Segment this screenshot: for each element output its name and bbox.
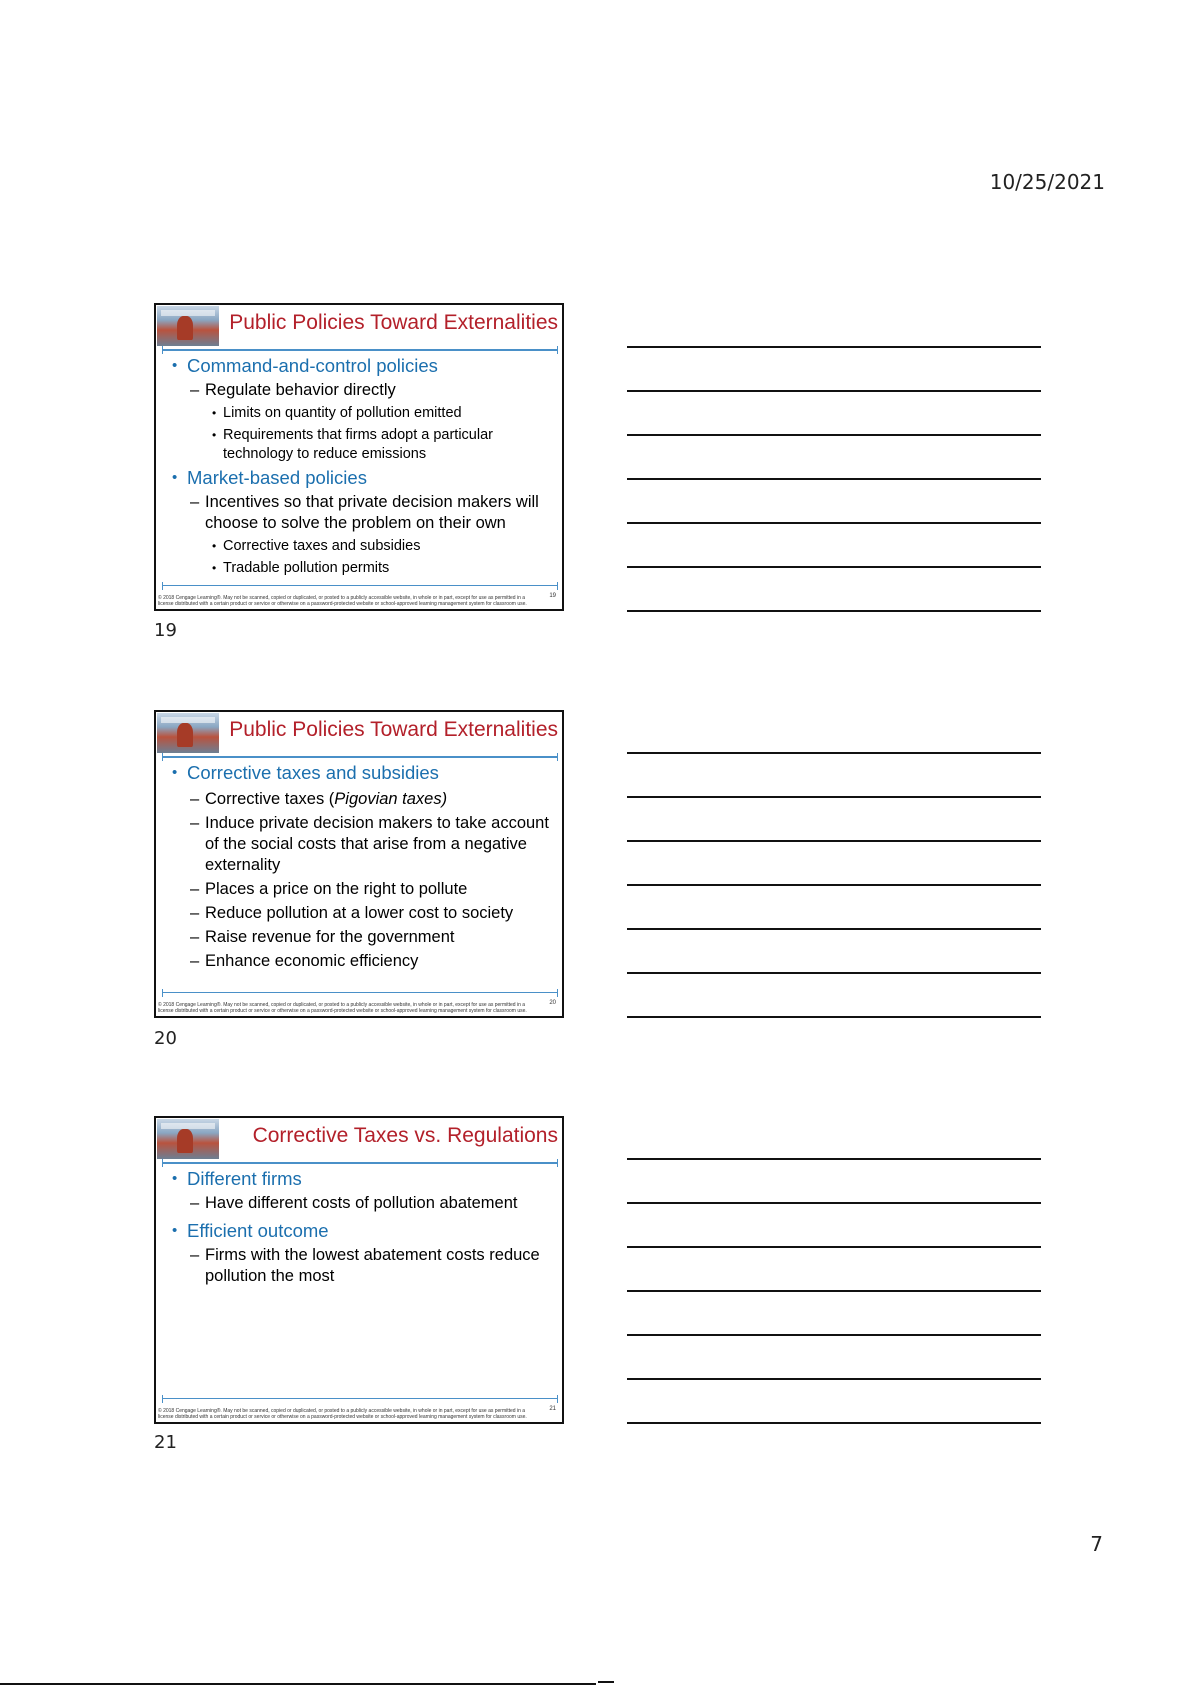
bullet-level-2: – Incentives so that private decision makers will choose to solve the problem on their own xyxy=(156,492,562,534)
footer-divider xyxy=(162,992,558,993)
bullet-level-2: – Places a price on the right to pollute xyxy=(156,879,562,900)
note-line xyxy=(627,1016,1041,1018)
note-line xyxy=(627,884,1041,886)
bullet-level-2: – Enhance economic efficiency xyxy=(156,951,562,972)
header-divider xyxy=(162,1162,558,1164)
bullet-level-2 xyxy=(156,789,562,810)
bullet-level-3: • Tradable pollution permits xyxy=(156,559,562,578)
note-line xyxy=(627,1202,1041,1204)
note-line xyxy=(627,1422,1041,1424)
page-bottom-tick xyxy=(598,1681,614,1683)
bullet-level-2: – Regulate behavior directly xyxy=(156,380,562,401)
note-line xyxy=(627,1158,1041,1160)
note-line xyxy=(627,972,1041,974)
note-line xyxy=(627,1378,1041,1380)
bullet-level-3: • Corrective taxes and subsidies xyxy=(156,537,562,556)
slide-body xyxy=(156,1166,562,1290)
bullet-level-2: – Raise revenue for the government xyxy=(156,927,562,948)
slide-header xyxy=(156,712,562,754)
note-line xyxy=(627,610,1041,612)
footer-divider xyxy=(162,585,558,586)
bullet-level-2: – Firms with the lowest abatement costs reduce pollution the most xyxy=(156,1245,562,1287)
bullet-level-2: – Reduce pollution at a lower cost to society xyxy=(156,903,562,924)
note-line xyxy=(627,390,1041,392)
note-line xyxy=(627,1334,1041,1336)
slide-label: 21 xyxy=(154,1432,177,1453)
note-line xyxy=(627,796,1041,798)
slide-header xyxy=(156,1118,562,1160)
bullet-level-1: • Efficient outcome xyxy=(156,1220,562,1242)
slide-body xyxy=(156,760,562,975)
note-line xyxy=(627,434,1041,436)
note-line xyxy=(627,1290,1041,1292)
bullet-level-3: • Requirements that firms adopt a particular technology to reduce emissions xyxy=(156,426,562,464)
header-divider xyxy=(162,349,558,351)
notes-lines xyxy=(627,1158,1041,1466)
slide-title: Public Policies Toward Externalities xyxy=(229,311,558,334)
copyright-footer: © 2018 Cengage Learning®. May not be scanned, copied or duplicated, or posted to a publicly accessible website, in whole or in part, except for use as permitted in a license distributed with a certain product or service or otherwise on a password-protected website or school-approved learning management system for classroom use. xyxy=(158,1408,527,1420)
slide-19 xyxy=(154,303,564,611)
bullet-text-italic: Pigovian taxes) xyxy=(334,790,448,808)
slide-20 xyxy=(154,710,564,1018)
note-line xyxy=(627,1246,1041,1248)
notes-lines xyxy=(627,752,1041,1060)
page-date: 10/25/2021 xyxy=(989,170,1105,194)
bullet-level-3: • Limits on quantity of pollution emitted xyxy=(156,404,562,423)
slide-title: Corrective Taxes vs. Regulations xyxy=(252,1124,558,1147)
note-line xyxy=(627,522,1041,524)
slide-title: Public Policies Toward Externalities xyxy=(229,718,558,741)
note-line xyxy=(627,346,1041,348)
slide-21 xyxy=(154,1116,564,1424)
slide-header xyxy=(156,305,562,347)
bullet-level-2: – Induce private decision makers to take account of the social costs that arise from a negative externality xyxy=(156,813,562,876)
bullet-level-2: – Have different costs of pollution abatement xyxy=(156,1193,562,1214)
slide-footer-number: 20 xyxy=(549,1000,556,1006)
note-line xyxy=(627,566,1041,568)
note-line xyxy=(627,478,1041,480)
header-divider xyxy=(162,756,558,758)
textbook-cover-icon xyxy=(157,713,219,753)
bullet-level-1: • Command-and-control policies xyxy=(156,355,562,377)
bullet-level-1: • Corrective taxes and subsidies xyxy=(156,762,562,784)
slide-label: 20 xyxy=(154,1028,177,1049)
page-number: 7 xyxy=(1090,1532,1103,1556)
slide-footer-number: 21 xyxy=(549,1406,556,1412)
note-line xyxy=(627,928,1041,930)
copyright-footer: © 2018 Cengage Learning®. May not be scanned, copied or duplicated, or posted to a publicly accessible website, in whole or in part, except for use as permitted in a license distributed with a certain product or service or otherwise on a password-protected website or school-approved learning management system for classroom use. xyxy=(158,595,527,607)
textbook-cover-icon xyxy=(157,306,219,346)
bullet-level-1: • Market-based policies xyxy=(156,467,562,489)
textbook-cover-icon xyxy=(157,1119,219,1159)
copyright-footer: © 2018 Cengage Learning®. May not be scanned, copied or duplicated, or posted to a publicly accessible website, in whole or in part, except for use as permitted in a license distributed with a certain product or service or otherwise on a password-protected website or school-approved learning management system for classroom use. xyxy=(158,1002,527,1014)
slide-body xyxy=(156,353,562,581)
slide-footer-number: 19 xyxy=(549,593,556,599)
notes-lines xyxy=(627,346,1041,654)
footer-divider xyxy=(162,1398,558,1399)
bullet-level-1: • Different firms xyxy=(156,1168,562,1190)
note-line xyxy=(627,840,1041,842)
slide-label: 19 xyxy=(154,620,177,641)
note-line xyxy=(627,752,1041,754)
bullet-text: Corrective taxes ( xyxy=(205,790,335,808)
